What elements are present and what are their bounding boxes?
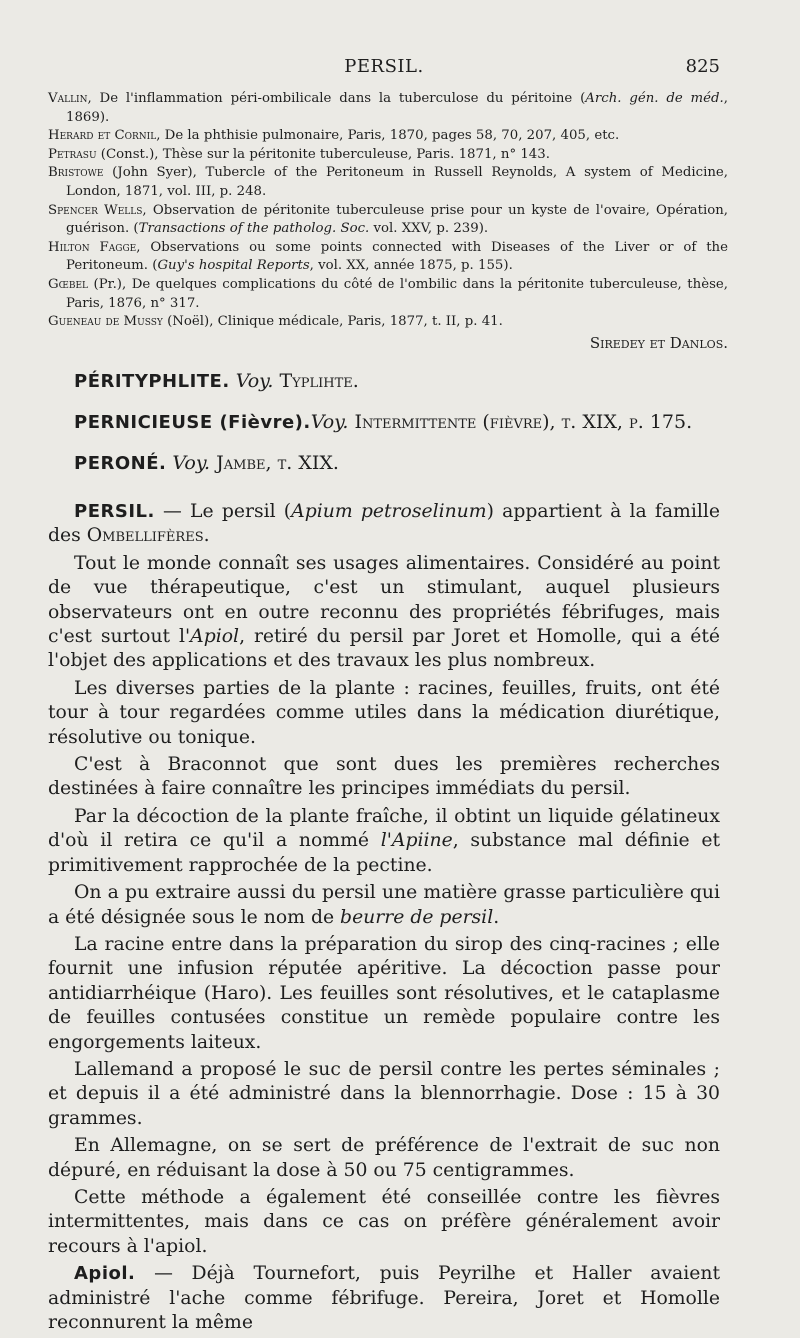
persil-intro: PERSIL. — Le persil (Apium petroselinum) appartient à la famille des Ombellifères.: [48, 501, 720, 547]
paragraph: Cette méthode a également été conseillée contre les fièvres intermittentes, mais dans ce cas on préfère généralement avoir recours à l'apiol.: [48, 1186, 720, 1257]
bib-entry: Gœbel (Pr.), De quelques complications du côté de l'ombilic dans la péritonite tuberculeuse, thèse, Paris, 1876, n° 317.: [48, 276, 728, 311]
paragraph: Les diverses parties de la plante : racines, feuilles, fruits, ont été tour à tour regardées comme utiles dans la médication diurétique, résolutive ou tonique.: [48, 677, 720, 748]
persil-headword: PERSIL.: [74, 501, 155, 522]
bib-entry: Spencer Wells, Observation de péritonite tuberculeuse prise pour un kyste de l'ovaire, Opération, guérison. (Transactions of the patholog. Soc. vol. XXV, p. 239).: [48, 202, 728, 237]
paragraph: Tout le monde connaît ses usages alimentaires. Considéré au point de vue thérapeutique, c'est un stimulant, auquel plusieurs observateurs ont en outre reconnu des propriétés fébrifuges, mais c'est surtout l'Apiol, retiré du persil par Joret et Homolle, qui a été l'objet des applications et des travaux les plus nombreux.: [48, 552, 720, 672]
paragraph: En Allemagne, on se sert de préférence de l'extrait de suc non dépuré, en réduisant la dose à 50 ou 75 centigrammes.: [48, 1135, 720, 1181]
bib-entry: Petrasu (Const.), Thèse sur la péritonite tuberculeuse, Paris. 1871, n° 143.: [48, 146, 550, 162]
entry-perone: PERONÉ. Voy. Jambe, t. XIX.: [74, 452, 339, 474]
entry-perityphlite: PÉRITYPHLITE. Voy. Typlihte.: [74, 370, 359, 392]
bib-entry: Gueneau de Mussy (Noël), Clinique médicale, Paris, 1877, t. II, p. 41.: [48, 314, 503, 330]
paragraph: On a pu extraire aussi du persil une matière grasse particulière qui a été désignée sous le nom de beurre de persil.: [48, 882, 720, 928]
apiol-headword: Apiol.: [74, 1263, 136, 1285]
paragraph: Lallemand a proposé le suc de persil contre les pertes séminales ; et depuis il a été administré dans la blennorrhagie. Dose : 15 à 30 grammes.: [48, 1058, 720, 1129]
running-title: PERSIL.: [344, 56, 424, 77]
page-number: 825: [685, 56, 720, 77]
bib-entry: Hilton Fagge, Observations ou some points connected with Diseases of the Liver or of the Peritoneum. (Guy's hospital Reports, vol. XX, année 1875, p. 155).: [48, 239, 728, 274]
cross-reference-entries: [74, 368, 724, 491]
article-persil: [48, 500, 720, 1338]
entry-pernicieuse: PERNICIEUSE (Fièvre).Voy. Intermittente (fièvre), t. XIX, p. 175.: [74, 411, 693, 433]
apiol-paragraph: Apiol. — Déjà Tournefort, puis Peyrilhe et Haller avaient administré l'ache comme fébrifuge. Pereira, Joret et Homolle reconnurent la même: [48, 1263, 720, 1333]
paragraph: C'est à Braconnot que sont dues les premières recherches destinées à faire connaître les principes immédiats du persil.: [48, 754, 720, 800]
page-header: [48, 56, 720, 82]
bib-entry: Herard et Cornil, De la phthisie pulmonaire, Paris, 1870, pages 58, 70, 207, 405, etc.: [48, 128, 620, 144]
bib-entry: Bristowe (John Syer), Tubercle of the Peritoneum in Russell Reynolds, A system of Medicine, London, 1871, vol. III, p. 248.: [48, 165, 728, 199]
author-signature: Siredey et Danlos.: [589, 333, 728, 352]
paragraph: La racine entre dans la préparation du sirop des cinq-racines ; elle fournit une infusion réputée apéritive. La décoction passe pour antidiarrhéique (Haro). Les feuilles sont résolutives, et le cataplasme de feuilles contusées constitue un remède populaire contre les engorgements laiteux.: [48, 933, 720, 1053]
bibliography: [48, 90, 728, 352]
paragraph: Par la décoction de la plante fraîche, il obtint un liquide gélatineux d'où il retira ce qu'il a nommé l'Apiine, substance mal définie et primitivement rapprochée de la pectine.: [48, 805, 720, 876]
bib-entry: Vallin, De l'inflammation péri-ombilicale dans la tuberculose du péritoine (Arch. gén. de méd., 1869).: [48, 91, 728, 125]
